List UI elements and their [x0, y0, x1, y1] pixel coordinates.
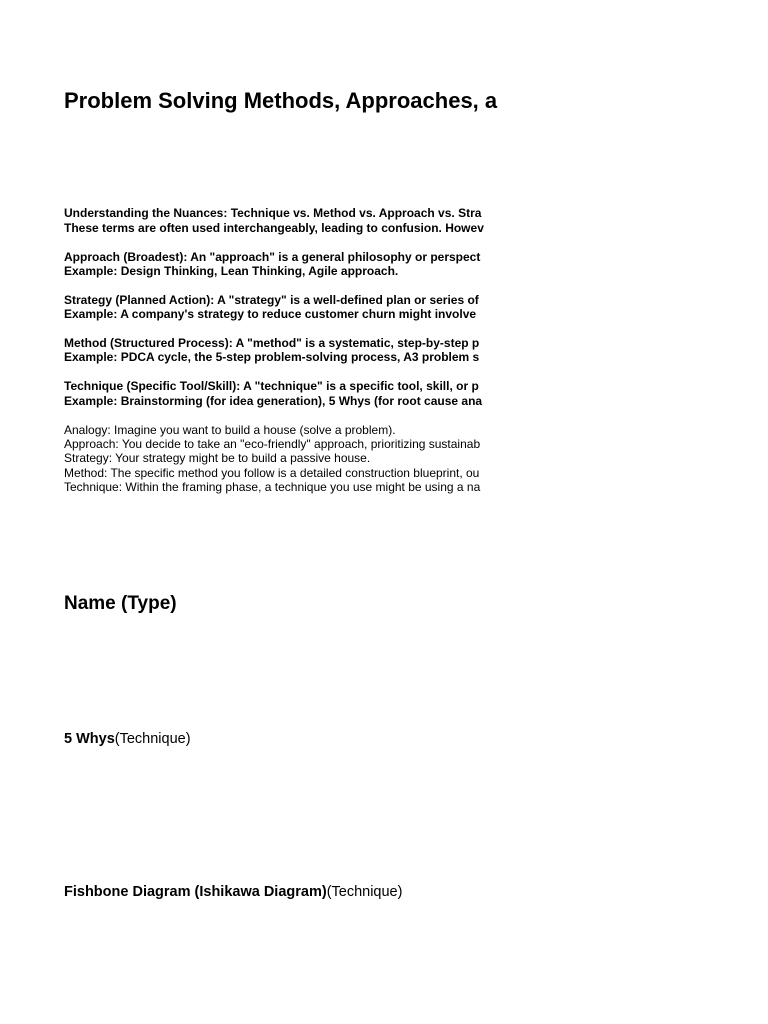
- entry-type: (Technique): [326, 884, 403, 900]
- list-item: [64, 730, 191, 748]
- entry-type: (Technique): [114, 731, 191, 747]
- technique-example: Example: Brainstorming (for idea generation), 5 Whys (for root cause ana: [64, 393, 483, 408]
- entry-name: 5 Whys: [64, 731, 115, 747]
- analogy-line: Method: The specific method you follow is a detailed construction blueprint, ou: [64, 465, 480, 480]
- table-heading: Name (Type): [64, 593, 177, 614]
- intro-heading: Understanding the Nuances: Technique vs. Method vs. Approach vs. Stra: [64, 206, 482, 220]
- method-definition: Method (Structured Process): A "method" is a systematic, step-by-step p: [64, 335, 480, 350]
- analogy-line: Approach: You decide to take an "eco-friendly" approach, prioritizing sustainab: [64, 437, 481, 451]
- approach-definition: Approach (Broadest): An "approach" is a general philosophy or perspect: [64, 249, 481, 264]
- analogy-line: Strategy: Your strategy might be to build a passive house.: [64, 451, 371, 465]
- analogy-line: Technique: Within the framing phase, a technique you use might be using a na: [64, 480, 481, 494]
- analogy-line: Analogy: Imagine you want to build a house (solve a problem).: [64, 423, 396, 437]
- page-title: Problem Solving Methods, Approaches, a: [64, 88, 498, 113]
- method-example: Example: PDCA cycle, the 5-step problem-solving process, A3 problem s: [64, 350, 480, 364]
- list-item: [64, 883, 402, 901]
- approach-example: Example: Design Thinking, Lean Thinking, Agile approach.: [64, 264, 399, 278]
- strategy-example: Example: A company's strategy to reduce customer churn might involve: [64, 307, 477, 321]
- entry-name: Fishbone Diagram (Ishikawa Diagram): [64, 884, 327, 900]
- intro-text: These terms are often used interchangeably, leading to confusion. Howev: [64, 220, 484, 235]
- technique-definition: Technique (Specific Tool/Skill): A "technique" is a specific tool, skill, or p: [64, 379, 479, 393]
- strategy-definition: Strategy (Planned Action): A "strategy" is a well-defined plan or series of: [64, 292, 479, 307]
